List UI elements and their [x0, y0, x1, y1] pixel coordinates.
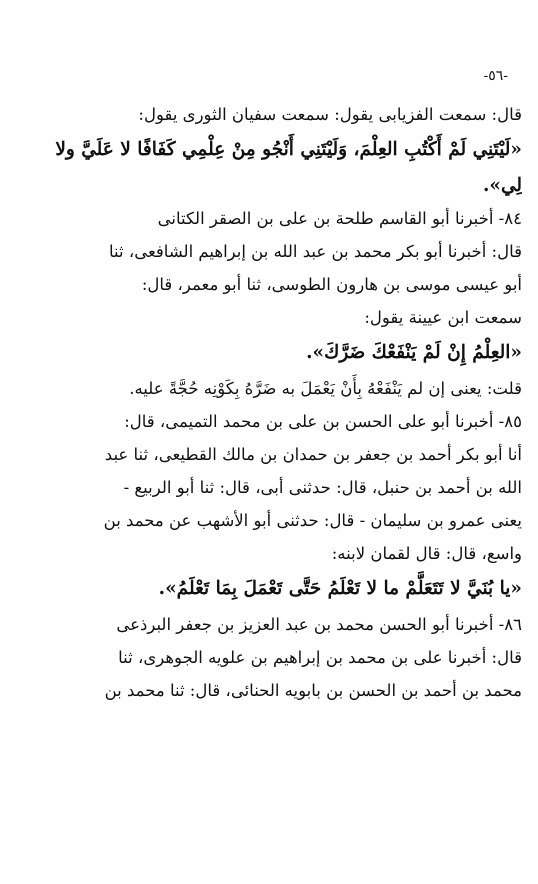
text-line: أنا أبو بكر أحمد بن جعفر بن حمدان بن مالك القطيعى، ثنا عبد	[104, 445, 522, 464]
text-line: يعنى عمرو بن سليمان - قال: حدثنى أبو الأشهب عن محمد بن	[103, 511, 522, 530]
text-line: ٨٦- أخبرنا أبو الحسن محمد بن عبد العزيز بن جعفر البرذعى	[116, 615, 522, 634]
text-line: سمعت ابن عيينة يقول:	[364, 308, 522, 327]
text-line: أبو عيسى موسى بن هارون الطوسى، ثنا أبو معمر، قال:	[141, 275, 522, 294]
text-line: قال: أخبرنا على بن محمد بن إبراهيم بن علويه الجوهرى، ثنا	[118, 648, 522, 667]
text-line: قال: سمعت الفزيابى يقول: سمعت سفيان الثورى يقول:	[138, 105, 522, 124]
page-number: -٥٦-	[483, 68, 508, 84]
text-line: محمد بن أحمد بن الحسن بن بابويه الحنائى، قال: ثنا محمد بن	[104, 681, 522, 700]
text-line: ٨٤- أخبرنا أبو القاسم طلحة بن على بن الصقر الكتانى	[157, 209, 522, 228]
quote-line: لِي».	[482, 175, 522, 196]
text-line: ٨٥- أخبرنا أبو على الحسن بن على بن محمد التميمى، قال:	[124, 412, 522, 431]
text-line: واسع، قال: قال لقمان لابنه:	[331, 544, 522, 563]
text-line: قلت: يعنى إن لم يَنْفَعْهُ بِأَنْ يَعْمَلَ به ضَرَّهُ بِكَوْنِه حُجَّةً عليه.	[129, 379, 522, 398]
quote-line: «يا بُنَيَّ لا تَتَعَلَّمْ ما لا تَعْلَمُ حَتَّى تَعْمَلَ بِمَا تَعْلَمُ».	[158, 578, 522, 599]
body-text	[12, 98, 522, 707]
quote-line: «لَيْتَنِي لَمْ أَكْتُبِ العِلْمَ، وَلَيْتَنِي أَنْجُو مِنْ عِلْمِي كَفَافًا لا عَلَيَّ ولا	[55, 139, 522, 160]
text-line: قال: أخبرنا أبو بكر محمد بن عبد الله بن إبراهيم الشافعى، ثنا	[109, 242, 522, 261]
quote-line: «العِلْمُ إِنْ لَمْ يَنْفَعْكَ ضَرَّكَ».	[306, 342, 522, 363]
text-line: الله بن أحمد بن حنبل، قال: حدثنى أبى، قال: ثنا أبو الربيع -	[123, 478, 522, 497]
